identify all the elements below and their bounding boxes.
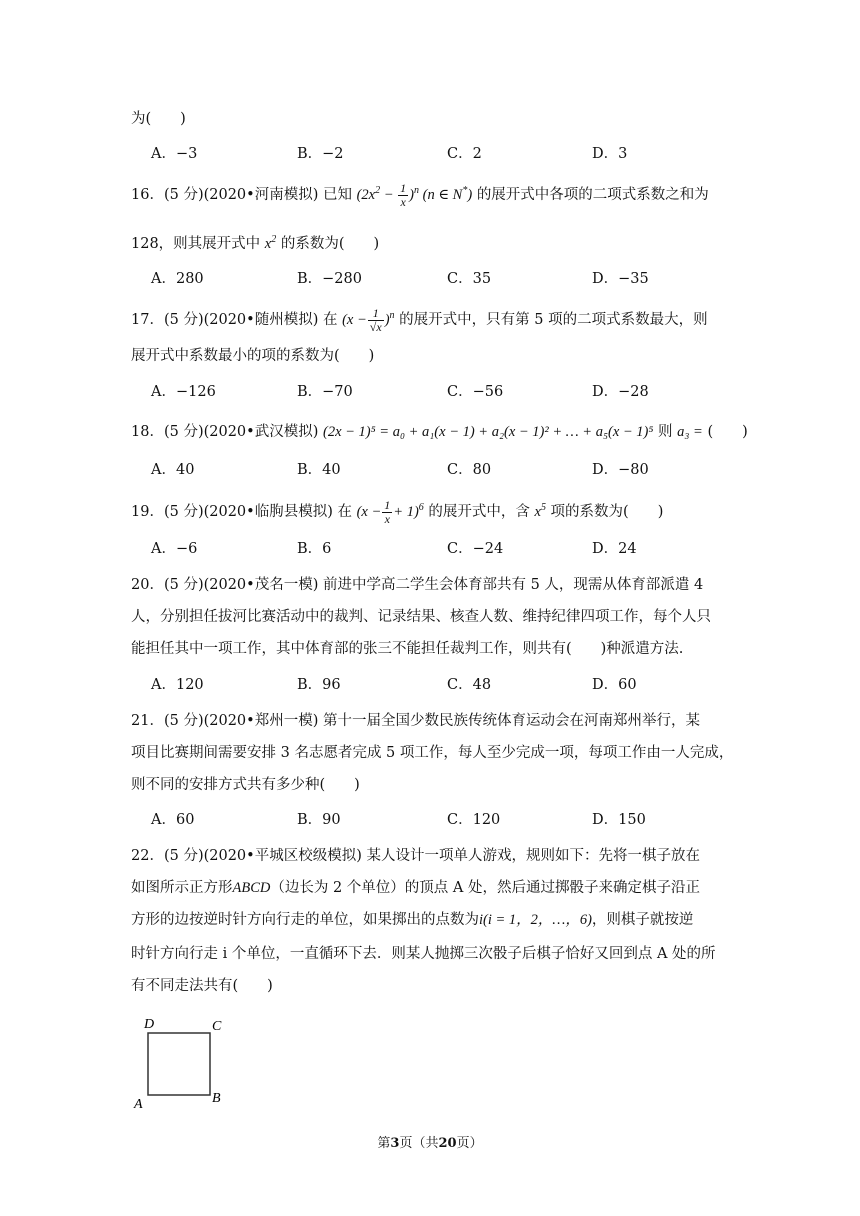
q15-option-d: D．3 [592, 146, 628, 162]
q17-options [151, 381, 751, 403]
q20-option-c: C．48 [447, 677, 492, 693]
q20-line-1: 20．(5 分)(2020•茂名一模) 前进中学高二学生会体育部共有 5 人，现需从体育部派遣 4 [131, 577, 704, 593]
q16-option-c: C．35 [447, 271, 492, 287]
q16-options [151, 268, 751, 290]
q15-option-b: B．−2 [297, 146, 344, 162]
q16-stem-pre: 16．(5 分)(2020•河南模拟) 已知 [131, 186, 352, 203]
q21-option-d: D．150 [592, 812, 646, 828]
q22-i-range: i(i = 1，2，…，6) [479, 912, 592, 928]
q17-option-a: A．−126 [151, 384, 216, 400]
q19-option-d: D．24 [592, 541, 637, 557]
vertex-label-c: C [212, 1019, 222, 1034]
q19-x5: $x^5$ [534, 502, 546, 520]
q19-expression: (x − $\frac{1}{x}$ + 1)$^6$ [356, 498, 424, 526]
q15-tail: 为( ) [131, 111, 186, 127]
q22-line-3: 方形的边按逆时针方向行走的单位，如果掷出的点数为i(i = 1，2，…，6)，则棋子就按逆 [131, 912, 694, 928]
total-pages: 20 [438, 1136, 457, 1151]
q17-line-2: 展开式中系数最小的项的系数为( ) [131, 348, 375, 364]
q20-line-3: 能担任其中一项工作，其中体育部的张三不能担任裁判工作，则共有( )种派遣方法. [131, 641, 684, 657]
q20-option-b: B．96 [297, 677, 341, 693]
q22-line-5: 有不同走法共有( ) [131, 978, 273, 994]
q19-option-b: B．6 [297, 541, 332, 557]
q17-line-1: 17．(5 分)(2020•随州模拟) 在 (x − $\frac{1}{√x}$ )$^n$ 的展开式中，只有第 5 项的二项式系数最大，则 [131, 306, 708, 334]
q15-option-c: C．2 [447, 146, 482, 162]
q16-line-2: 128，则其展开式中 $x^2$ 的系数为( ) [131, 234, 380, 252]
q21-option-b: B．90 [297, 812, 341, 828]
q18-options [151, 459, 751, 481]
q19-option-c: C．−24 [447, 541, 504, 557]
q22-line-2: 如图所示正方形ABCD（边长为 2 个单位）的顶点 A 处，然后通过掷骰子来确定棋子沿正 [131, 880, 700, 896]
q20-options [151, 674, 751, 696]
q17-option-d: D．−28 [592, 384, 649, 400]
square-abcd-figure [132, 1012, 242, 1112]
q18-line-1: 18．(5 分)(2020•武汉模拟) (2x − 1)⁵ = a₀ + a₁(x − 1) + a₂(x − 1)² + … + a₅(x − 1)⁵ 则 a₃ = ( ) [131, 424, 748, 440]
q20-option-d: D．60 [592, 677, 637, 693]
q21-line-1: 21．(5 分)(2020•郑州一模) 第十一届全国少数民族传统体育运动会在河南郑州举行，某 [131, 713, 700, 729]
q20-option-a: A．120 [151, 677, 204, 693]
q21-option-c: C．120 [447, 812, 501, 828]
q16-line-1 [131, 180, 709, 209]
q18-a3: a₃ = [677, 424, 703, 440]
q17-expression: (x − $\frac{1}{√x}$ )$^n$ [342, 306, 395, 334]
q21-option-a: A．60 [151, 812, 195, 828]
page-footer: 第3页（共20页） [377, 1136, 483, 1151]
q19-options [151, 538, 751, 560]
q19-line-1: 19．(5 分)(2020•临朐县模拟) 在 (x − $\frac{1}{x}$ + 1)$^6$ 的展开式中，含 $x^5$ 项的系数为( ) [131, 498, 664, 526]
q18-option-b: B．40 [297, 462, 341, 478]
q21-line-2: 项目比赛期间需要安排 3 名志愿者完成 5 项工作，每人至少完成一项，每项工作由一人完成， [131, 745, 734, 761]
q15-option-a: A．−3 [151, 146, 198, 162]
q16-x2: $x^2$ [264, 234, 277, 252]
q17-option-b: B．−70 [297, 384, 353, 400]
q16-option-a: A．280 [151, 271, 204, 287]
vertex-label-b: B [212, 1091, 221, 1106]
q20-line-2: 人，分别担任拔河比赛活动中的裁判、记录结果、核查人数、维持纪律四项工作，每个人只 [131, 609, 711, 625]
q18-expression: (2x − 1)⁵ = a₀ + a₁(x − 1) + a₂(x − 1)² + … + a₅(x − 1)⁵ [322, 424, 654, 440]
q18-option-c: C．80 [447, 462, 492, 478]
q22-line-4: 时针方向行走 i 个单位，一直循环下去．则某人抛掷三次骰子后棋子恰好又回到点 A 处的所 [131, 946, 716, 962]
q16-option-d: D．−35 [592, 271, 649, 287]
q16-stem-post: 的展开式中各项的二项式系数之和为 [476, 186, 709, 203]
vertex-label-a: A [134, 1097, 143, 1112]
q19-option-a: A．−6 [151, 541, 198, 557]
q17-option-c: C．−56 [447, 384, 504, 400]
q21-line-3: 则不同的安排方式共有多少种( ) [131, 777, 360, 793]
q18-option-d: D．−80 [592, 462, 649, 478]
q16-expression: ($2x^2$ − $\frac{1}{x}$ )$^n$ (n ∈ N*) [356, 181, 473, 209]
q18-option-a: A．40 [151, 462, 195, 478]
q22-abcd: ABCD [232, 880, 271, 896]
q21-options [151, 809, 751, 831]
q22-line-1: 22．(5 分)(2020•平城区校级模拟) 某人设计一项单人游戏，规则如下：先将一棋子放在 [131, 848, 700, 864]
q15-options [151, 143, 751, 165]
vertex-label-d: D [144, 1017, 155, 1032]
square-outline [148, 1033, 210, 1095]
page-number: 3 [390, 1136, 400, 1151]
q16-option-b: B．−280 [297, 271, 362, 287]
